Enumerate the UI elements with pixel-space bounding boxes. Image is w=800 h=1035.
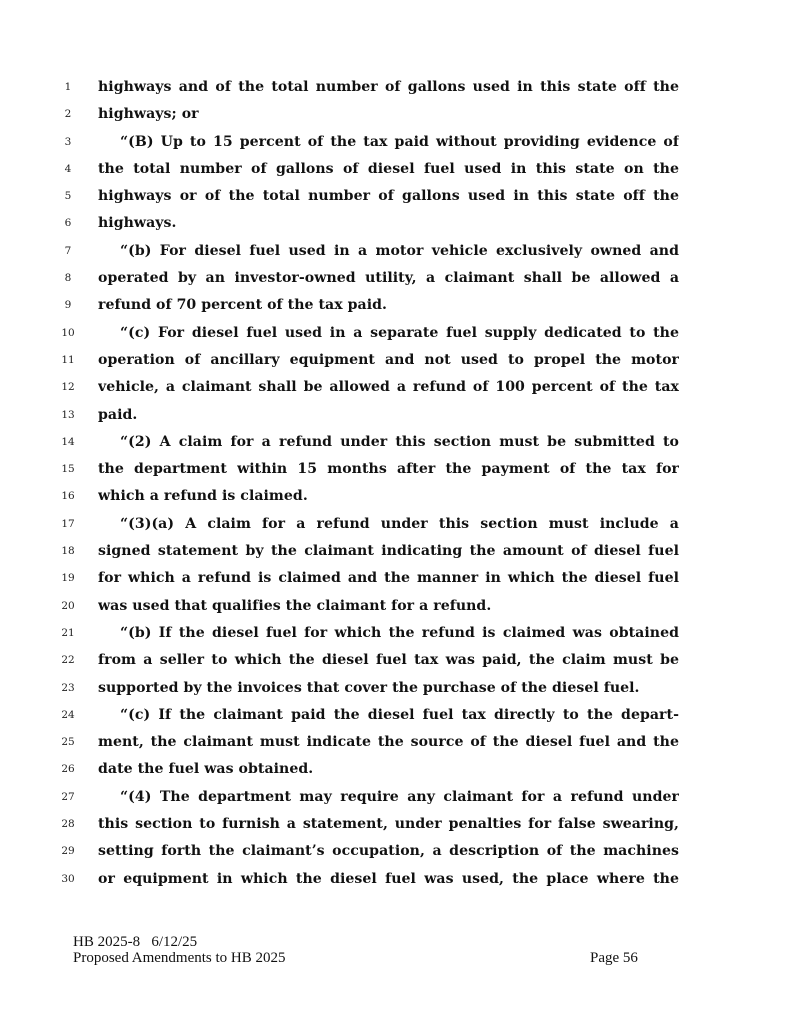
line-text: highways.	[98, 215, 177, 232]
line-number: 26	[61, 763, 75, 776]
text-line	[0, 429, 800, 456]
line-number: 17	[61, 517, 75, 530]
line-text: “(B) Up to 15 percent of the tax paid without providing evidence of	[120, 133, 679, 150]
line-number: 12	[61, 381, 75, 394]
line-text: highways or of the total number of gallons used in this state off the	[98, 188, 679, 205]
line-text: highways; or	[98, 106, 199, 123]
text-line	[0, 129, 800, 156]
line-number: 18	[61, 545, 75, 558]
text-line	[0, 811, 800, 838]
line-text: paid.	[98, 406, 138, 423]
line-text: date the fuel was obtained.	[98, 761, 314, 778]
text-line	[0, 292, 800, 319]
text-line	[0, 838, 800, 865]
text-line	[0, 374, 800, 401]
bill-text-body	[0, 74, 800, 893]
line-text: for which a refund is claimed and the manner in which the diesel fuel	[98, 570, 679, 587]
text-line	[0, 456, 800, 483]
text-line	[0, 183, 800, 210]
line-text: the total number of gallons of diesel fuel used in this state on the	[98, 160, 679, 177]
line-number: 11	[61, 353, 75, 366]
line-number: 24	[61, 708, 75, 721]
line-text: “(3)(a) A claim for a refund under this section must include a	[120, 515, 679, 532]
text-line	[0, 402, 800, 429]
text-line	[0, 784, 800, 811]
line-text: “(c) For diesel fuel used in a separate fuel supply dedicated to the	[120, 324, 679, 341]
text-line	[0, 675, 800, 702]
text-line	[0, 593, 800, 620]
text-line	[0, 647, 800, 674]
line-text: ment, the claimant must indicate the source of the diesel fuel and the	[98, 734, 679, 751]
line-text: this section to furnish a statement, under penalties for false swearing,	[98, 816, 679, 833]
line-number: 30	[61, 872, 75, 885]
line-number: 28	[61, 818, 75, 831]
footer-bill-date: HB 2025-8 6/12/25	[73, 934, 198, 950]
line-text: “(2) A claim for a refund under this section must be submitted to	[120, 433, 679, 450]
line-number: 1	[64, 81, 72, 93]
line-number: 5	[64, 190, 72, 203]
line-number: 8	[64, 272, 72, 285]
line-text: operation of ancillary equipment and not used to propel the motor	[98, 351, 679, 368]
line-text: vehicle, a claimant shall be allowed a refund of 100 percent of the tax	[98, 379, 679, 396]
line-number: 20	[61, 599, 75, 612]
line-text: refund of 70 percent of the tax paid.	[98, 297, 387, 314]
line-number: 6	[64, 217, 72, 230]
footer-subtitle-line	[73, 950, 673, 966]
line-number: 23	[61, 681, 75, 694]
footer-bill-line	[73, 934, 673, 950]
line-number: 3	[64, 135, 72, 148]
line-number: 7	[64, 244, 72, 257]
line-text: “(b) If the diesel fuel for which the refund is claimed was obtained	[120, 624, 679, 641]
line-number: 25	[61, 736, 75, 749]
line-number: 22	[61, 654, 75, 667]
text-line	[0, 756, 800, 783]
line-number: 27	[61, 790, 75, 803]
text-line	[0, 565, 800, 592]
line-number: 2	[64, 108, 72, 121]
line-text: or equipment in which the diesel fuel was used, the place where the	[98, 870, 679, 887]
text-line	[0, 620, 800, 647]
line-number: 14	[61, 435, 75, 448]
line-text: the department within 15 months after the payment of the tax for	[98, 461, 679, 478]
line-text: supported by the invoices that cover the purchase of the diesel fuel.	[98, 679, 640, 696]
line-number: 21	[61, 626, 75, 639]
line-number: 16	[61, 490, 75, 503]
text-line	[0, 538, 800, 565]
line-number: 15	[61, 463, 75, 476]
line-text: “(c) If the claimant paid the diesel fuel tax directly to the depart-	[120, 706, 679, 723]
text-line	[0, 702, 800, 729]
line-number: 9	[64, 299, 72, 312]
text-line	[0, 347, 800, 374]
line-text: from a seller to which the diesel fuel tax was paid, the claim must be	[98, 652, 679, 669]
line-text: signed statement by the claimant indicating the amount of diesel fuel	[98, 543, 679, 560]
line-number: 10	[61, 326, 75, 339]
line-text: “(4) The department may require any claimant for a refund under	[120, 788, 679, 805]
footer-subtitle: Proposed Amendments to HB 2025	[73, 950, 286, 966]
text-line	[0, 483, 800, 510]
text-line	[0, 101, 800, 128]
page-number: Page 56	[590, 950, 638, 966]
text-line	[0, 320, 800, 347]
line-number: 19	[61, 572, 75, 585]
text-line	[0, 156, 800, 183]
line-number: 4	[64, 162, 72, 175]
line-text: which a refund is claimed.	[98, 488, 308, 505]
page-footer	[73, 934, 673, 966]
text-line	[0, 74, 800, 101]
line-text: setting forth the claimant’s occupation, a description of the machines	[98, 843, 679, 860]
text-line	[0, 265, 800, 292]
line-text: operated by an investor-owned utility, a claimant shall be allowed a	[98, 270, 679, 287]
line-text: was used that qualifies the claimant for a refund.	[98, 597, 492, 614]
text-line	[0, 238, 800, 265]
line-text: highways and of the total number of gallons used in this state off the	[98, 79, 679, 95]
line-text: “(b) For diesel fuel used in a motor vehicle exclusively owned and	[120, 242, 679, 259]
line-number: 29	[61, 845, 75, 858]
text-line	[0, 866, 800, 893]
text-line	[0, 729, 800, 756]
text-line	[0, 511, 800, 538]
line-number: 13	[61, 408, 75, 421]
text-line	[0, 210, 800, 237]
